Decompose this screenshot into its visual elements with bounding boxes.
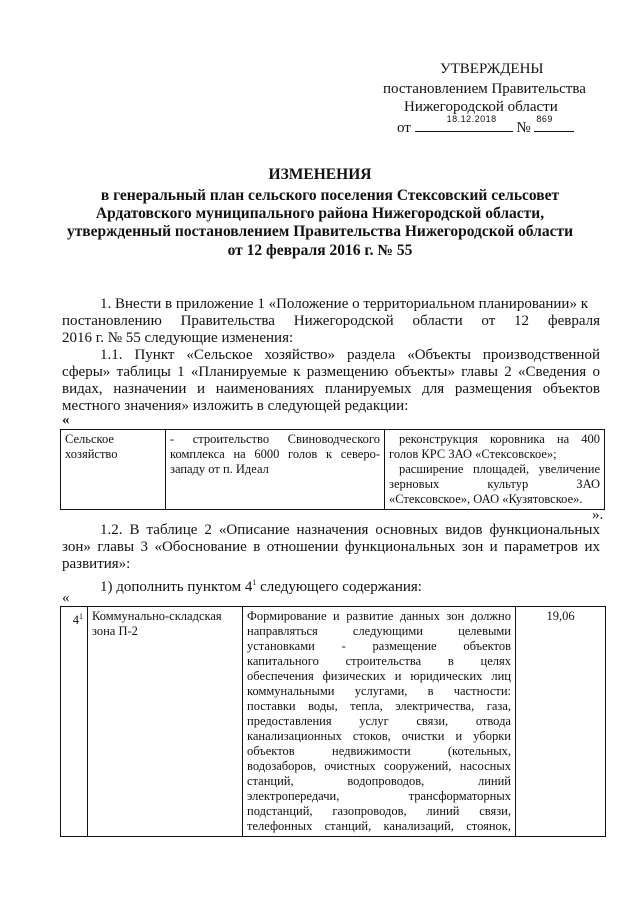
area-cell: 19,06 (516, 607, 606, 837)
number-prefix: № (516, 120, 531, 136)
open-quote-1: « (62, 412, 70, 428)
open-quote-2: « (62, 590, 70, 606)
para1-line3: 2016 г. № 55 следующие изменения: (62, 330, 294, 346)
date-field (415, 116, 513, 132)
para11-line2: сферы» таблицы 1 «Планируемые к размещению объекты» главы 2 «Сведения о (62, 364, 600, 380)
date-value: 18.12.2018 (446, 114, 497, 124)
table-row (61, 607, 606, 837)
para1-line2: постановлению Правительства Нижегородской области от 12 февраля (62, 313, 600, 329)
planned-reconstruction-cell: реконструкция коровника на 400 голов КРС ЗАО «Стексовское»; расширение площадей, увеличение зерновых культур ЗАО «Стексовское», ОАО «Кузятовское». (385, 430, 605, 510)
zones-table (60, 606, 606, 837)
agriculture-table (60, 429, 605, 510)
row-number-cell: $4^1$ (61, 607, 88, 837)
zone-name-cell: Коммунально-складская зона П-2 (88, 607, 243, 837)
zone-description-cell: Формирование и развитие данных зон должно направляться следующими целевыми установками - размещение объектов капитального строительства в целях обеспечения физических и юридических лиц коммунальными услугами, в частности: поставки воды, тепла, электричества, газа, предоставления услуг связи, отвода канализационных стоков, очистки и уборки объектов недвижимости (котельных, водозаборов, очистных сооружений, насосных станций, водопроводов, линий электропередачи, трансформаторных подстанций, газопроводов, линий связи, телефонных станций, канализаций, стоянок, (243, 607, 516, 837)
para1-line1: 1. Внести в приложение 1 «Положение о территориальном планировании» к (100, 296, 588, 312)
para12-line3: развития»: (62, 556, 131, 572)
para12-line1: 1.2. В таблице 2 «Описание назначения основных видов функциональных (100, 522, 600, 538)
doc-subtitle-line2: Ардатовского муниципального района Нижегородской области, (95, 205, 545, 222)
doc-subtitle-line1: в генеральный план сельского поселения Стексовский сельсовет (100, 187, 560, 204)
category-cell: Сельское хозяйство (61, 430, 166, 510)
para11-line3: видах, назначении и наименованиях планируемых для размещения объектов (62, 381, 600, 397)
approval-line1: постановлением Правительства (383, 81, 586, 97)
para11-line1: 1.1. Пункт «Сельское хозяйство» раздела «Объекты производственной (100, 347, 600, 363)
doc-subtitle-line4: от 12 февраля 2016 г. № 55 (227, 242, 413, 259)
number-field (534, 116, 574, 132)
doc-subtitle-line3: утвержденный постановлением Правительства Нижегородской области (66, 223, 574, 240)
doc-title: ИЗМЕНЕНИЯ (268, 166, 372, 183)
approval-line2: Нижегородской области (404, 99, 558, 115)
para12-line2: зон» главы 3 «Обоснование в отношении функциональных зон и параметров их (62, 539, 600, 555)
close-quote-1: ». (592, 507, 604, 523)
para12-line4: 1) дополнить пунктом $4^1$ следующего содержания: (100, 578, 422, 595)
approval-title: УТВЕРЖДЕНЫ (440, 61, 544, 77)
number-value: 869 (536, 114, 553, 124)
date-prefix: от (397, 120, 411, 136)
approval-date-line (397, 116, 574, 137)
para11-line4: местного значения» изложить в следующей редакции: (62, 398, 409, 414)
table-row (61, 430, 605, 510)
planned-construction-cell: - строительство Свиноводческого комплекса на 6000 голов к северо- западу от п. Идеал (166, 430, 385, 510)
